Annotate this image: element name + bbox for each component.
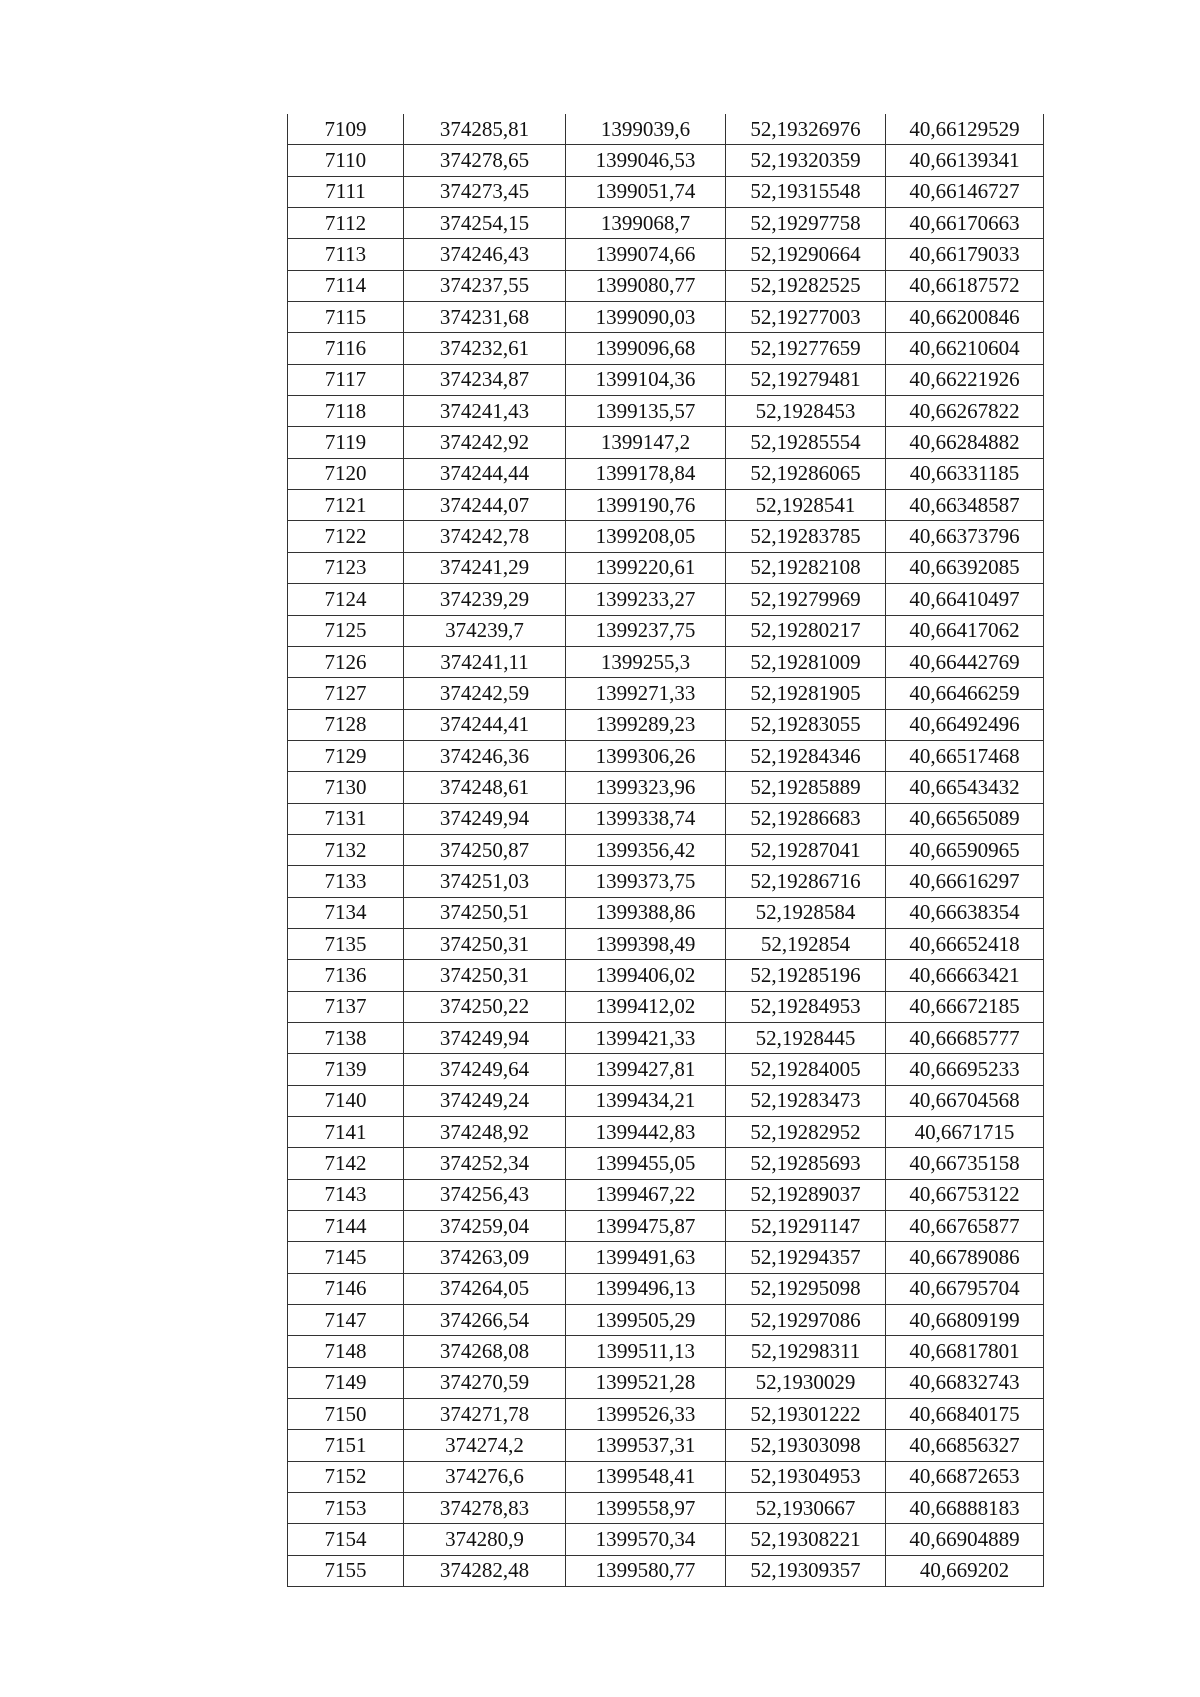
point-number-cell: 7135 [288,928,404,959]
x-coordinate-cell: 374241,43 [404,396,566,427]
point-number-cell: 7114 [288,270,404,301]
table-row [288,584,1044,615]
table-row [288,646,1044,677]
point-number-cell: 7155 [288,1555,404,1586]
longitude-cell: 40,66331185 [886,458,1044,489]
y-coordinate-cell: 1399306,26 [566,740,726,771]
latitude-cell: 52,19287041 [726,834,886,865]
latitude-cell: 52,1928445 [726,1022,886,1053]
x-coordinate-cell: 374271,78 [404,1399,566,1430]
y-coordinate-cell: 1399190,76 [566,490,726,521]
latitude-cell: 52,1928453 [726,396,886,427]
point-number-cell: 7151 [288,1430,404,1461]
table-row [288,458,1044,489]
longitude-cell: 40,66840175 [886,1399,1044,1430]
coordinates-table [287,114,1044,1587]
point-number-cell: 7142 [288,1148,404,1179]
x-coordinate-cell: 374239,29 [404,584,566,615]
table-row [288,1305,1044,1336]
y-coordinate-cell: 1399208,05 [566,521,726,552]
table-row [288,114,1044,145]
x-coordinate-cell: 374270,59 [404,1367,566,1398]
point-number-cell: 7125 [288,615,404,646]
point-number-cell: 7117 [288,364,404,395]
latitude-cell: 52,19315548 [726,176,886,207]
x-coordinate-cell: 374248,61 [404,772,566,803]
y-coordinate-cell: 1399104,36 [566,364,726,395]
point-number-cell: 7110 [288,145,404,176]
longitude-cell: 40,66187572 [886,270,1044,301]
latitude-cell: 52,19281009 [726,646,886,677]
x-coordinate-cell: 374250,51 [404,897,566,928]
latitude-cell: 52,192854 [726,928,886,959]
y-coordinate-cell: 1399356,42 [566,834,726,865]
longitude-cell: 40,66170663 [886,208,1044,239]
table-row [288,239,1044,270]
point-number-cell: 7127 [288,678,404,709]
point-number-cell: 7115 [288,302,404,333]
table-row [288,1242,1044,1273]
table-row [288,1085,1044,1116]
latitude-cell: 52,19286065 [726,458,886,489]
table-row [288,1148,1044,1179]
table-row [288,427,1044,458]
point-number-cell: 7119 [288,427,404,458]
longitude-cell: 40,66392085 [886,552,1044,583]
table-row [288,1211,1044,1242]
table-row [288,1493,1044,1524]
y-coordinate-cell: 1399147,2 [566,427,726,458]
longitude-cell: 40,66685777 [886,1022,1044,1053]
y-coordinate-cell: 1399220,61 [566,552,726,583]
longitude-cell: 40,66146727 [886,176,1044,207]
latitude-cell: 52,19301222 [726,1399,886,1430]
y-coordinate-cell: 1399398,49 [566,928,726,959]
latitude-cell: 52,19297086 [726,1305,886,1336]
y-coordinate-cell: 1399237,75 [566,615,726,646]
latitude-cell: 52,19285196 [726,960,886,991]
table-row [288,302,1044,333]
longitude-cell: 40,66590965 [886,834,1044,865]
longitude-cell: 40,66210604 [886,333,1044,364]
longitude-cell: 40,66765877 [886,1211,1044,1242]
point-number-cell: 7126 [288,646,404,677]
table-row [288,521,1044,552]
table-row [288,803,1044,834]
latitude-cell: 52,1930667 [726,1493,886,1524]
x-coordinate-cell: 374237,55 [404,270,566,301]
longitude-cell: 40,66663421 [886,960,1044,991]
x-coordinate-cell: 374250,31 [404,960,566,991]
latitude-cell: 52,19326976 [726,114,886,145]
latitude-cell: 52,19284953 [726,991,886,1022]
longitude-cell: 40,66348587 [886,490,1044,521]
point-number-cell: 7141 [288,1117,404,1148]
latitude-cell: 52,19309357 [726,1555,886,1586]
x-coordinate-cell: 374280,9 [404,1524,566,1555]
y-coordinate-cell: 1399090,03 [566,302,726,333]
longitude-cell: 40,66795704 [886,1273,1044,1304]
latitude-cell: 52,19279969 [726,584,886,615]
table-row [288,490,1044,521]
longitude-cell: 40,66888183 [886,1493,1044,1524]
y-coordinate-cell: 1399434,21 [566,1085,726,1116]
latitude-cell: 52,19320359 [726,145,886,176]
x-coordinate-cell: 374278,83 [404,1493,566,1524]
latitude-cell: 52,19285554 [726,427,886,458]
y-coordinate-cell: 1399548,41 [566,1461,726,1492]
y-coordinate-cell: 1399427,81 [566,1054,726,1085]
longitude-cell: 40,66417062 [886,615,1044,646]
point-number-cell: 7120 [288,458,404,489]
x-coordinate-cell: 374250,31 [404,928,566,959]
point-number-cell: 7128 [288,709,404,740]
table-row [288,709,1044,740]
y-coordinate-cell: 1399039,6 [566,114,726,145]
longitude-cell: 40,66753122 [886,1179,1044,1210]
x-coordinate-cell: 374274,2 [404,1430,566,1461]
point-number-cell: 7118 [288,396,404,427]
table-row [288,1179,1044,1210]
longitude-cell: 40,66652418 [886,928,1044,959]
latitude-cell: 52,19297758 [726,208,886,239]
x-coordinate-cell: 374266,54 [404,1305,566,1336]
y-coordinate-cell: 1399580,77 [566,1555,726,1586]
x-coordinate-cell: 374285,81 [404,114,566,145]
longitude-cell: 40,66809199 [886,1305,1044,1336]
table-row [288,866,1044,897]
y-coordinate-cell: 1399421,33 [566,1022,726,1053]
x-coordinate-cell: 374254,15 [404,208,566,239]
table-row [288,1367,1044,1398]
point-number-cell: 7111 [288,176,404,207]
point-number-cell: 7154 [288,1524,404,1555]
longitude-cell: 40,66543432 [886,772,1044,803]
table-row [288,552,1044,583]
longitude-cell: 40,66872653 [886,1461,1044,1492]
y-coordinate-cell: 1399096,68 [566,333,726,364]
latitude-cell: 52,19279481 [726,364,886,395]
latitude-cell: 52,19280217 [726,615,886,646]
point-number-cell: 7150 [288,1399,404,1430]
longitude-cell: 40,66638354 [886,897,1044,928]
latitude-cell: 52,19283785 [726,521,886,552]
table-row [288,1273,1044,1304]
x-coordinate-cell: 374239,7 [404,615,566,646]
table-row [288,1117,1044,1148]
longitude-cell: 40,66179033 [886,239,1044,270]
table-row [288,678,1044,709]
x-coordinate-cell: 374242,59 [404,678,566,709]
table-row [288,1336,1044,1367]
longitude-cell: 40,66672185 [886,991,1044,1022]
point-number-cell: 7136 [288,960,404,991]
y-coordinate-cell: 1399255,3 [566,646,726,677]
point-number-cell: 7138 [288,1022,404,1053]
latitude-cell: 52,1928584 [726,897,886,928]
latitude-cell: 52,19284005 [726,1054,886,1085]
point-number-cell: 7152 [288,1461,404,1492]
point-number-cell: 7139 [288,1054,404,1085]
point-number-cell: 7143 [288,1179,404,1210]
y-coordinate-cell: 1399558,97 [566,1493,726,1524]
latitude-cell: 52,19281905 [726,678,886,709]
x-coordinate-cell: 374241,29 [404,552,566,583]
longitude-cell: 40,66789086 [886,1242,1044,1273]
y-coordinate-cell: 1399496,13 [566,1273,726,1304]
latitude-cell: 52,19286683 [726,803,886,834]
longitude-cell: 40,66221926 [886,364,1044,395]
point-number-cell: 7146 [288,1273,404,1304]
latitude-cell: 52,19282952 [726,1117,886,1148]
longitude-cell: 40,66856327 [886,1430,1044,1461]
table-row [288,1461,1044,1492]
latitude-cell: 52,19277003 [726,302,886,333]
longitude-cell: 40,66200846 [886,302,1044,333]
table-row [288,396,1044,427]
table-row [288,928,1044,959]
x-coordinate-cell: 374242,78 [404,521,566,552]
x-coordinate-cell: 374256,43 [404,1179,566,1210]
latitude-cell: 52,19289037 [726,1179,886,1210]
table-row [288,1022,1044,1053]
x-coordinate-cell: 374249,94 [404,1022,566,1053]
y-coordinate-cell: 1399289,23 [566,709,726,740]
point-number-cell: 7116 [288,333,404,364]
point-number-cell: 7137 [288,991,404,1022]
point-number-cell: 7147 [288,1305,404,1336]
latitude-cell: 52,1928541 [726,490,886,521]
longitude-cell: 40,66267822 [886,396,1044,427]
table-row [288,615,1044,646]
y-coordinate-cell: 1399080,77 [566,270,726,301]
point-number-cell: 7122 [288,521,404,552]
latitude-cell: 52,19294357 [726,1242,886,1273]
point-number-cell: 7113 [288,239,404,270]
x-coordinate-cell: 374249,64 [404,1054,566,1085]
x-coordinate-cell: 374250,87 [404,834,566,865]
table-row [288,1555,1044,1586]
y-coordinate-cell: 1399135,57 [566,396,726,427]
y-coordinate-cell: 1399338,74 [566,803,726,834]
x-coordinate-cell: 374249,94 [404,803,566,834]
longitude-cell: 40,66284882 [886,427,1044,458]
x-coordinate-cell: 374246,36 [404,740,566,771]
latitude-cell: 52,19283473 [726,1085,886,1116]
longitude-cell: 40,66565089 [886,803,1044,834]
x-coordinate-cell: 374248,92 [404,1117,566,1148]
y-coordinate-cell: 1399570,34 [566,1524,726,1555]
y-coordinate-cell: 1399178,84 [566,458,726,489]
longitude-cell: 40,66517468 [886,740,1044,771]
x-coordinate-cell: 374244,41 [404,709,566,740]
y-coordinate-cell: 1399526,33 [566,1399,726,1430]
x-coordinate-cell: 374278,65 [404,145,566,176]
x-coordinate-cell: 374268,08 [404,1336,566,1367]
x-coordinate-cell: 374264,05 [404,1273,566,1304]
y-coordinate-cell: 1399442,83 [566,1117,726,1148]
point-number-cell: 7134 [288,897,404,928]
table-row [288,991,1044,1022]
longitude-cell: 40,66817801 [886,1336,1044,1367]
latitude-cell: 52,19282525 [726,270,886,301]
y-coordinate-cell: 1399406,02 [566,960,726,991]
x-coordinate-cell: 374263,09 [404,1242,566,1273]
longitude-cell: 40,66139341 [886,145,1044,176]
x-coordinate-cell: 374244,44 [404,458,566,489]
latitude-cell: 52,19285889 [726,772,886,803]
y-coordinate-cell: 1399475,87 [566,1211,726,1242]
point-number-cell: 7132 [288,834,404,865]
point-number-cell: 7133 [288,866,404,897]
longitude-cell: 40,669202 [886,1555,1044,1586]
longitude-cell: 40,66129529 [886,114,1044,145]
y-coordinate-cell: 1399233,27 [566,584,726,615]
x-coordinate-cell: 374241,11 [404,646,566,677]
x-coordinate-cell: 374282,48 [404,1555,566,1586]
y-coordinate-cell: 1399068,7 [566,208,726,239]
y-coordinate-cell: 1399388,86 [566,897,726,928]
table-row [288,1054,1044,1085]
longitude-cell: 40,66492496 [886,709,1044,740]
latitude-cell: 52,19295098 [726,1273,886,1304]
latitude-cell: 52,19284346 [726,740,886,771]
x-coordinate-cell: 374231,68 [404,302,566,333]
table-row [288,208,1044,239]
x-coordinate-cell: 374244,07 [404,490,566,521]
y-coordinate-cell: 1399412,02 [566,991,726,1022]
table-row [288,740,1044,771]
latitude-cell: 52,19291147 [726,1211,886,1242]
y-coordinate-cell: 1399373,75 [566,866,726,897]
table-row [288,1524,1044,1555]
table-row [288,960,1044,991]
latitude-cell: 52,19286716 [726,866,886,897]
point-number-cell: 7121 [288,490,404,521]
y-coordinate-cell: 1399521,28 [566,1367,726,1398]
longitude-cell: 40,66410497 [886,584,1044,615]
point-number-cell: 7112 [288,208,404,239]
latitude-cell: 52,19282108 [726,552,886,583]
y-coordinate-cell: 1399537,31 [566,1430,726,1461]
table-row [288,364,1044,395]
x-coordinate-cell: 374246,43 [404,239,566,270]
point-number-cell: 7148 [288,1336,404,1367]
latitude-cell: 52,1930029 [726,1367,886,1398]
longitude-cell: 40,66466259 [886,678,1044,709]
point-number-cell: 7109 [288,114,404,145]
longitude-cell: 40,66704568 [886,1085,1044,1116]
point-number-cell: 7149 [288,1367,404,1398]
y-coordinate-cell: 1399046,53 [566,145,726,176]
x-coordinate-cell: 374234,87 [404,364,566,395]
x-coordinate-cell: 374249,24 [404,1085,566,1116]
latitude-cell: 52,19298311 [726,1336,886,1367]
y-coordinate-cell: 1399074,66 [566,239,726,270]
table-row [288,834,1044,865]
point-number-cell: 7140 [288,1085,404,1116]
x-coordinate-cell: 374252,34 [404,1148,566,1179]
latitude-cell: 52,19304953 [726,1461,886,1492]
x-coordinate-cell: 374250,22 [404,991,566,1022]
longitude-cell: 40,66695233 [886,1054,1044,1085]
y-coordinate-cell: 1399323,96 [566,772,726,803]
latitude-cell: 52,19285693 [726,1148,886,1179]
x-coordinate-cell: 374242,92 [404,427,566,458]
latitude-cell: 52,19303098 [726,1430,886,1461]
x-coordinate-cell: 374251,03 [404,866,566,897]
y-coordinate-cell: 1399467,22 [566,1179,726,1210]
point-number-cell: 7123 [288,552,404,583]
x-coordinate-cell: 374259,04 [404,1211,566,1242]
longitude-cell: 40,66373796 [886,521,1044,552]
point-number-cell: 7144 [288,1211,404,1242]
table-row [288,270,1044,301]
x-coordinate-cell: 374276,6 [404,1461,566,1492]
table-row [288,176,1044,207]
table-row [288,897,1044,928]
latitude-cell: 52,19290664 [726,239,886,270]
point-number-cell: 7129 [288,740,404,771]
y-coordinate-cell: 1399491,63 [566,1242,726,1273]
longitude-cell: 40,66442769 [886,646,1044,677]
point-number-cell: 7153 [288,1493,404,1524]
x-coordinate-cell: 374273,45 [404,176,566,207]
table-row [288,1399,1044,1430]
table-row [288,1430,1044,1461]
x-coordinate-cell: 374232,61 [404,333,566,364]
table-row [288,333,1044,364]
table-row [288,772,1044,803]
latitude-cell: 52,19308221 [726,1524,886,1555]
y-coordinate-cell: 1399505,29 [566,1305,726,1336]
coordinates-table-body [288,114,1044,1587]
longitude-cell: 40,66904889 [886,1524,1044,1555]
longitude-cell: 40,66832743 [886,1367,1044,1398]
point-number-cell: 7124 [288,584,404,615]
longitude-cell: 40,6671715 [886,1117,1044,1148]
y-coordinate-cell: 1399455,05 [566,1148,726,1179]
longitude-cell: 40,66735158 [886,1148,1044,1179]
latitude-cell: 52,19277659 [726,333,886,364]
point-number-cell: 7130 [288,772,404,803]
table-row [288,145,1044,176]
longitude-cell: 40,66616297 [886,866,1044,897]
y-coordinate-cell: 1399271,33 [566,678,726,709]
latitude-cell: 52,19283055 [726,709,886,740]
point-number-cell: 7145 [288,1242,404,1273]
point-number-cell: 7131 [288,803,404,834]
y-coordinate-cell: 1399511,13 [566,1336,726,1367]
y-coordinate-cell: 1399051,74 [566,176,726,207]
